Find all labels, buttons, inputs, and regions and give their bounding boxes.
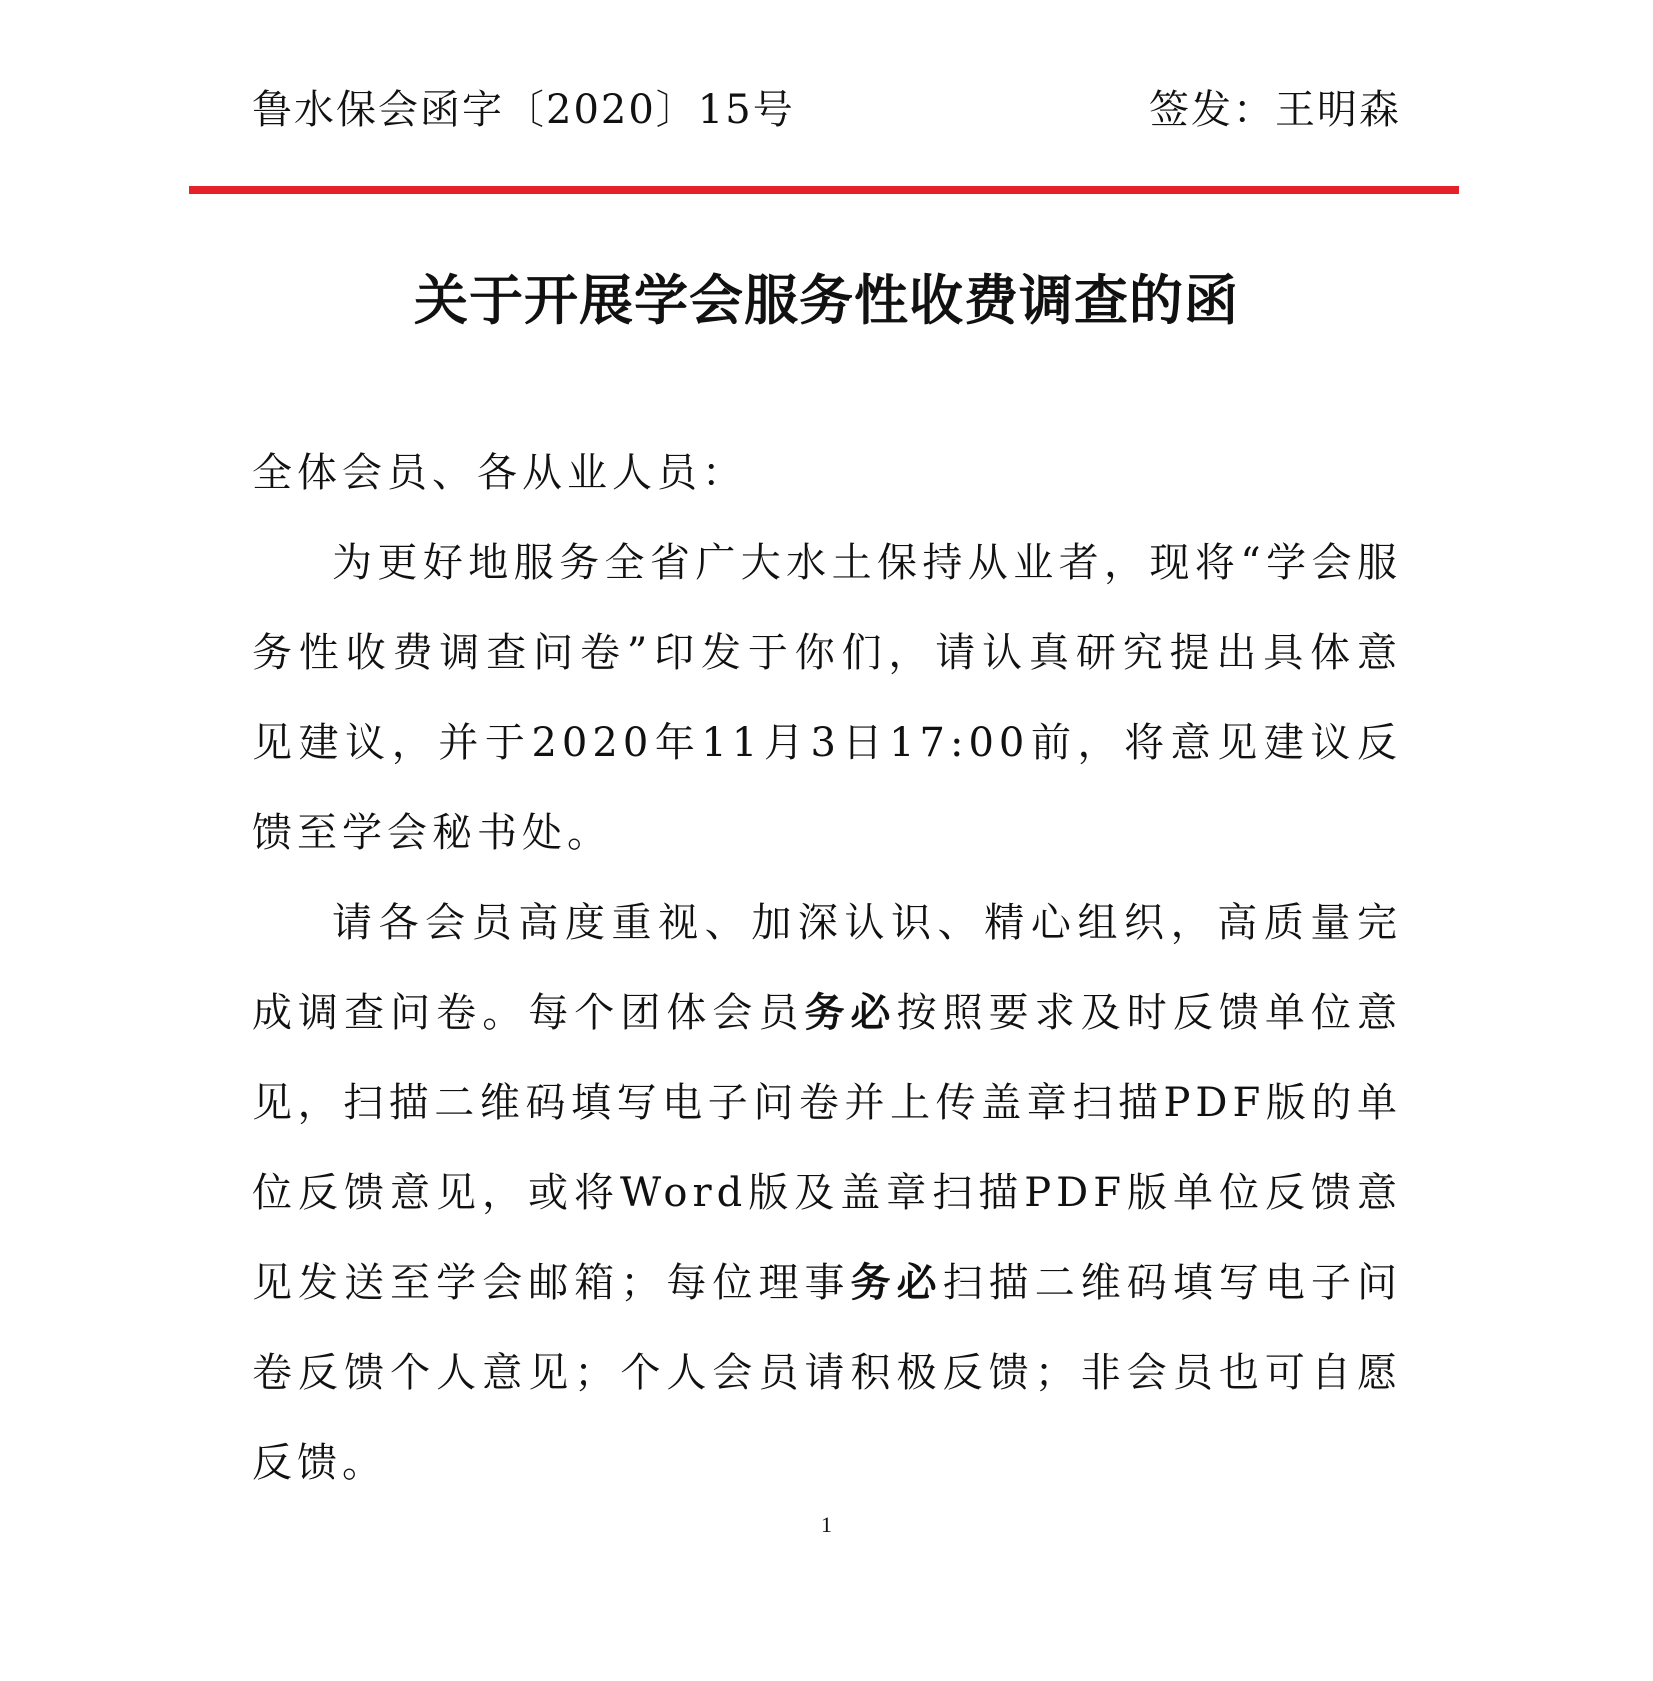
red-header-rule [189, 186, 1459, 194]
signer: 签发：王明森 [1149, 87, 1401, 133]
page-number: 1 [821, 1512, 832, 1537]
paragraph-2-part-1: 请各会员高度重视、加深认识、精心组织，高质量完成调查问卷。每个团体会员 [252, 900, 1402, 1036]
paragraph-2-part-2: 按照要求及时反馈单位意见，扫描二维码填写电子问卷并上传盖章扫描PDF版的单位反馈意见，或将Word版及盖章扫描PDF版单位反馈意见发送至学会邮箱；每位理事 [252, 990, 1403, 1306]
document-title: 关于开展学会服务性收费调查的函 [414, 269, 1239, 332]
document-number: 鲁水保会函字〔2020〕15号 [252, 87, 795, 133]
salutation: 全体会员、各从业人员： [252, 450, 747, 496]
document-body [252, 428, 1402, 1508]
emphasis-text: 务必 [804, 990, 897, 1036]
paragraph-2 [252, 878, 1402, 1508]
paragraph-2-part-3: 扫描二维码填写电子问卷反馈个人意见；个人会员请积极反馈；非会员也可自愿反馈。 [252, 1260, 1403, 1486]
paragraph-1: 为更好地服务全省广大水土保持从业者，现将“学会服务性收费调查问卷”印发于你们，请认真研究提出具体意见建议，并于2020年11月3日17:00前，将意见建议反馈至学会秘书处。 [252, 540, 1402, 856]
emphasis-text: 务必 [850, 1260, 943, 1306]
